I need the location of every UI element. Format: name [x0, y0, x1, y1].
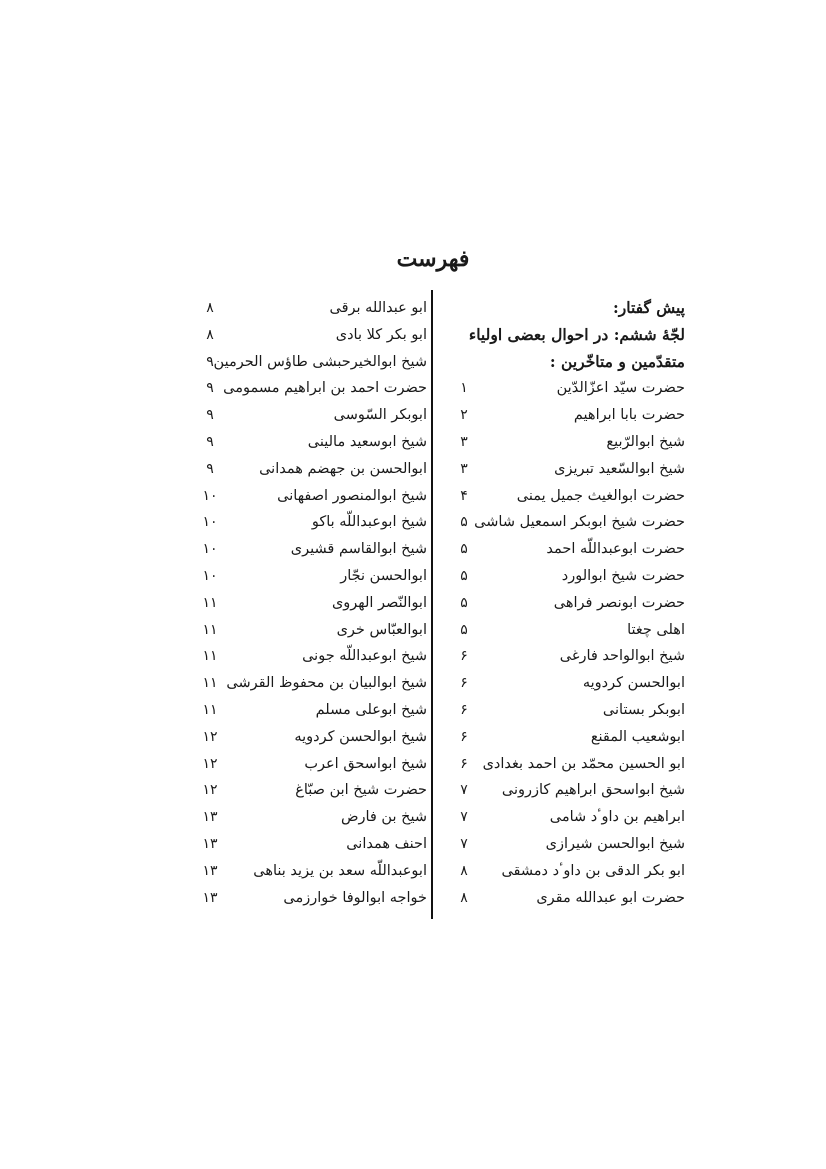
toc-entry-title: ابوبکر السّوسی	[333, 407, 427, 424]
toc-entry	[202, 804, 427, 831]
toc-entry-title: ابوعبداللّه سعد بن یزید بناهی	[253, 862, 427, 879]
toc-entry-title: احنف همدانی	[346, 835, 427, 852]
toc-left-column	[202, 295, 427, 911]
toc-entry-title: حضرت احمد بن ابراهیم مسمومی	[223, 380, 427, 397]
toc-page-number: ۵	[460, 567, 468, 584]
toc-entry-title: شیخ ابواسحق اعرب	[304, 755, 427, 772]
toc-entry-title: ابو بکر الدقی بن داوٴد دمشقی	[501, 862, 685, 879]
toc-entry-title: ابو عبدالله برقی	[329, 300, 427, 316]
toc-entry-title: ابو الحسین محمّد بن احمد بغدادی	[482, 755, 685, 772]
toc-entry-title: شیخ ابوالرّبیع	[606, 433, 685, 450]
toc-entry-title: ابوالنّصر الهروی	[331, 594, 427, 611]
toc-page-number: ۱۱	[202, 675, 218, 692]
toc-page-number: ۶	[460, 701, 468, 718]
toc-entry-title: شیخ ابوعبداللّه جونی	[302, 648, 427, 665]
toc-page-number: ۱۳	[202, 809, 218, 826]
toc-entry-title: لجّهٔ ششم: در احوال بعضی اولیاء	[468, 324, 685, 344]
toc-entry	[440, 590, 685, 617]
toc-page-number: ۶	[460, 728, 468, 745]
toc-page-number: ۵	[460, 621, 468, 638]
toc-entry-title: حضرت بابا ابراهیم	[573, 407, 685, 424]
toc-page-number: ۶	[460, 755, 468, 772]
toc-page-number: ۷	[460, 809, 468, 826]
toc-entry-title: ابوالعبّاس خری	[336, 621, 427, 638]
toc-page-number: ۸	[206, 300, 214, 316]
toc-page-number: ۱۳	[202, 835, 218, 852]
toc-entry-title: ابوالحسن نجّار	[340, 567, 427, 584]
toc-page-number: ۶	[460, 675, 468, 692]
toc-entry	[202, 831, 427, 858]
toc-entry	[440, 483, 685, 510]
toc-page-number: ۷	[460, 782, 468, 799]
toc-page-number: ۱۰	[202, 541, 218, 558]
toc-page-number: ۱۰	[202, 514, 218, 531]
toc-entry	[205, 456, 427, 483]
toc-page-number: ۶	[460, 648, 468, 665]
toc-page-number: ۴	[460, 487, 468, 504]
column-divider	[431, 290, 433, 919]
toc-entry	[440, 536, 685, 563]
toc-page-number: ۱۱	[202, 594, 218, 611]
toc-page-number: ۹	[206, 380, 214, 397]
toc-entry	[440, 885, 685, 912]
toc-heading	[440, 349, 685, 376]
toc-entry	[202, 536, 427, 563]
toc-entry-title: شیخ ابوعلی مسلم	[315, 701, 427, 718]
toc-page-number: ۱۳	[202, 862, 218, 879]
toc-entry	[205, 402, 427, 429]
toc-entry	[440, 375, 685, 402]
toc-entry	[440, 831, 685, 858]
toc-page-number: ۸	[460, 862, 468, 879]
toc-entry-title: شیخ بن فارض	[340, 809, 427, 826]
toc-entry-title: شیخ ابوالحسن شیرازی	[545, 835, 685, 852]
toc-page-number: ۱۳	[202, 889, 218, 906]
toc-entry	[440, 751, 685, 778]
toc-page-number: ۳	[460, 460, 468, 477]
toc-page-number: ۱۰	[202, 567, 218, 584]
toc-page-number: ۱	[460, 380, 468, 397]
toc-entry	[202, 885, 427, 912]
toc-page-number: ۱۲	[202, 728, 218, 745]
toc-entry	[440, 858, 685, 885]
toc-page-number: ۹	[206, 353, 214, 370]
toc-entry-title: حضرت ابوالغیث جمیل یمنی	[516, 487, 685, 504]
toc-page-number: ۵	[460, 541, 468, 558]
toc-entry-title: شیخ ابواسحق ابراهیم کازرونی	[501, 782, 685, 799]
toc-page-number: ۱۲	[202, 755, 218, 772]
toc-entry	[202, 751, 427, 778]
toc-page-number: ۱۰	[202, 487, 218, 504]
toc-entry	[202, 643, 427, 670]
toc-entry-title: شیخ ابوالواحد فارغی	[559, 648, 685, 665]
toc-entry	[202, 563, 427, 590]
toc-page-number: ۱۱	[202, 621, 218, 638]
toc-entry	[202, 617, 427, 644]
toc-entry-title: ابوالحسن بن جهضم همدانی	[259, 460, 427, 477]
toc-entry-title: متقدّمین و متاخّرین :	[549, 351, 685, 371]
toc-entry-title: حضرت شیخ ابوبکر اسمعیل شاشی	[474, 514, 685, 531]
toc-entry-title: حضرت سیّد اعزّالدّین	[556, 380, 685, 397]
toc-entry-title: حضرت ابو عبدالله مقری	[536, 889, 685, 906]
toc-entry	[440, 563, 685, 590]
toc-right-column	[440, 295, 685, 911]
toc-entry	[202, 670, 427, 697]
toc-entry	[440, 509, 685, 536]
toc-page-number: ۹	[206, 407, 214, 424]
toc-entry-title: ابراهیم بن داوٴد شامی	[549, 809, 685, 826]
toc-heading	[440, 295, 685, 322]
toc-entry	[440, 804, 685, 831]
toc-page-number: ۵	[460, 514, 468, 531]
toc-entry	[202, 777, 427, 804]
toc-entry	[205, 295, 427, 322]
toc-page-number: ۸	[206, 326, 214, 343]
toc-entry	[202, 509, 427, 536]
toc-page-number: ۹	[206, 460, 214, 477]
toc-entry-title: خواجه ابوالوفا خوارزمی	[283, 889, 427, 906]
toc-entry	[440, 670, 685, 697]
toc-entry	[440, 456, 685, 483]
toc-page-number: ۸	[460, 889, 468, 906]
toc-entry-title: حضرت ابوعبداللّه احمد	[546, 541, 685, 558]
toc-page-number: ۱۲	[202, 782, 218, 799]
toc-page-number: ۳	[460, 433, 468, 450]
toc-entry	[440, 777, 685, 804]
toc-entry	[440, 429, 685, 456]
toc-page-number: ۵	[460, 594, 468, 611]
toc-entry-title: شیخ ابوالقاسم قشیری	[290, 541, 427, 558]
toc-entry	[440, 643, 685, 670]
toc-entry-title: شیخ ابوالسّعید تبریزی	[554, 460, 685, 477]
toc-entry-title: شیخ ابوالبیان بن محفوظ القرشی	[226, 675, 427, 692]
toc-entry-title: شیخ ابوعبداللّه باکو	[311, 514, 427, 531]
toc-heading	[440, 322, 685, 349]
toc-entry-title: حضرت شیخ ابن صبّاغ	[295, 782, 427, 799]
toc-entry	[205, 375, 427, 402]
toc-entry-title: ابو بکر کلا بادی	[335, 326, 427, 343]
toc-entry	[440, 402, 685, 429]
toc-entry	[202, 483, 427, 510]
toc-entry-title: شیخ ابوالخیرحبشی طاؤس الحرمین	[213, 353, 427, 370]
toc-entry-title: ابوشعیب المقنع	[590, 728, 685, 745]
toc-entry	[205, 349, 427, 376]
toc-entry	[440, 724, 685, 751]
toc-entry-title: ابوالحسن کردویه	[582, 675, 685, 692]
toc-page-number: ۹	[206, 433, 214, 450]
toc-page-number: ۱۱	[202, 701, 218, 718]
toc-page-number: ۱۱	[202, 648, 218, 665]
toc-entry	[202, 724, 427, 751]
toc-entry	[202, 858, 427, 885]
toc-entry	[440, 697, 685, 724]
toc-entry-title: حضرت ابونصر فراهی	[553, 594, 685, 611]
toc-entry	[205, 322, 427, 349]
toc-entry-title: حضرت شیخ ابوالورد	[561, 567, 685, 584]
toc-entry	[440, 617, 685, 644]
toc-entry-title: ابوبکر بستانی	[602, 701, 685, 718]
toc-entry-title: شیخ ابوالمنصور اصفهانی	[277, 487, 427, 504]
page-title: فهرست	[396, 246, 470, 272]
toc-entry-title: شیخ ابوسعید مالینی	[307, 433, 427, 450]
toc-entry	[202, 590, 427, 617]
toc-entry-title: پیش گفتار:	[613, 298, 685, 317]
toc-page-number: ۷	[460, 835, 468, 852]
toc-entry	[202, 697, 427, 724]
toc-entry	[205, 429, 427, 456]
toc-entry-title: اهلی چغتا	[627, 621, 685, 638]
toc-page-number: ۲	[460, 407, 468, 424]
toc-entry-title: شیخ ابوالحسن کردویه	[294, 728, 427, 745]
